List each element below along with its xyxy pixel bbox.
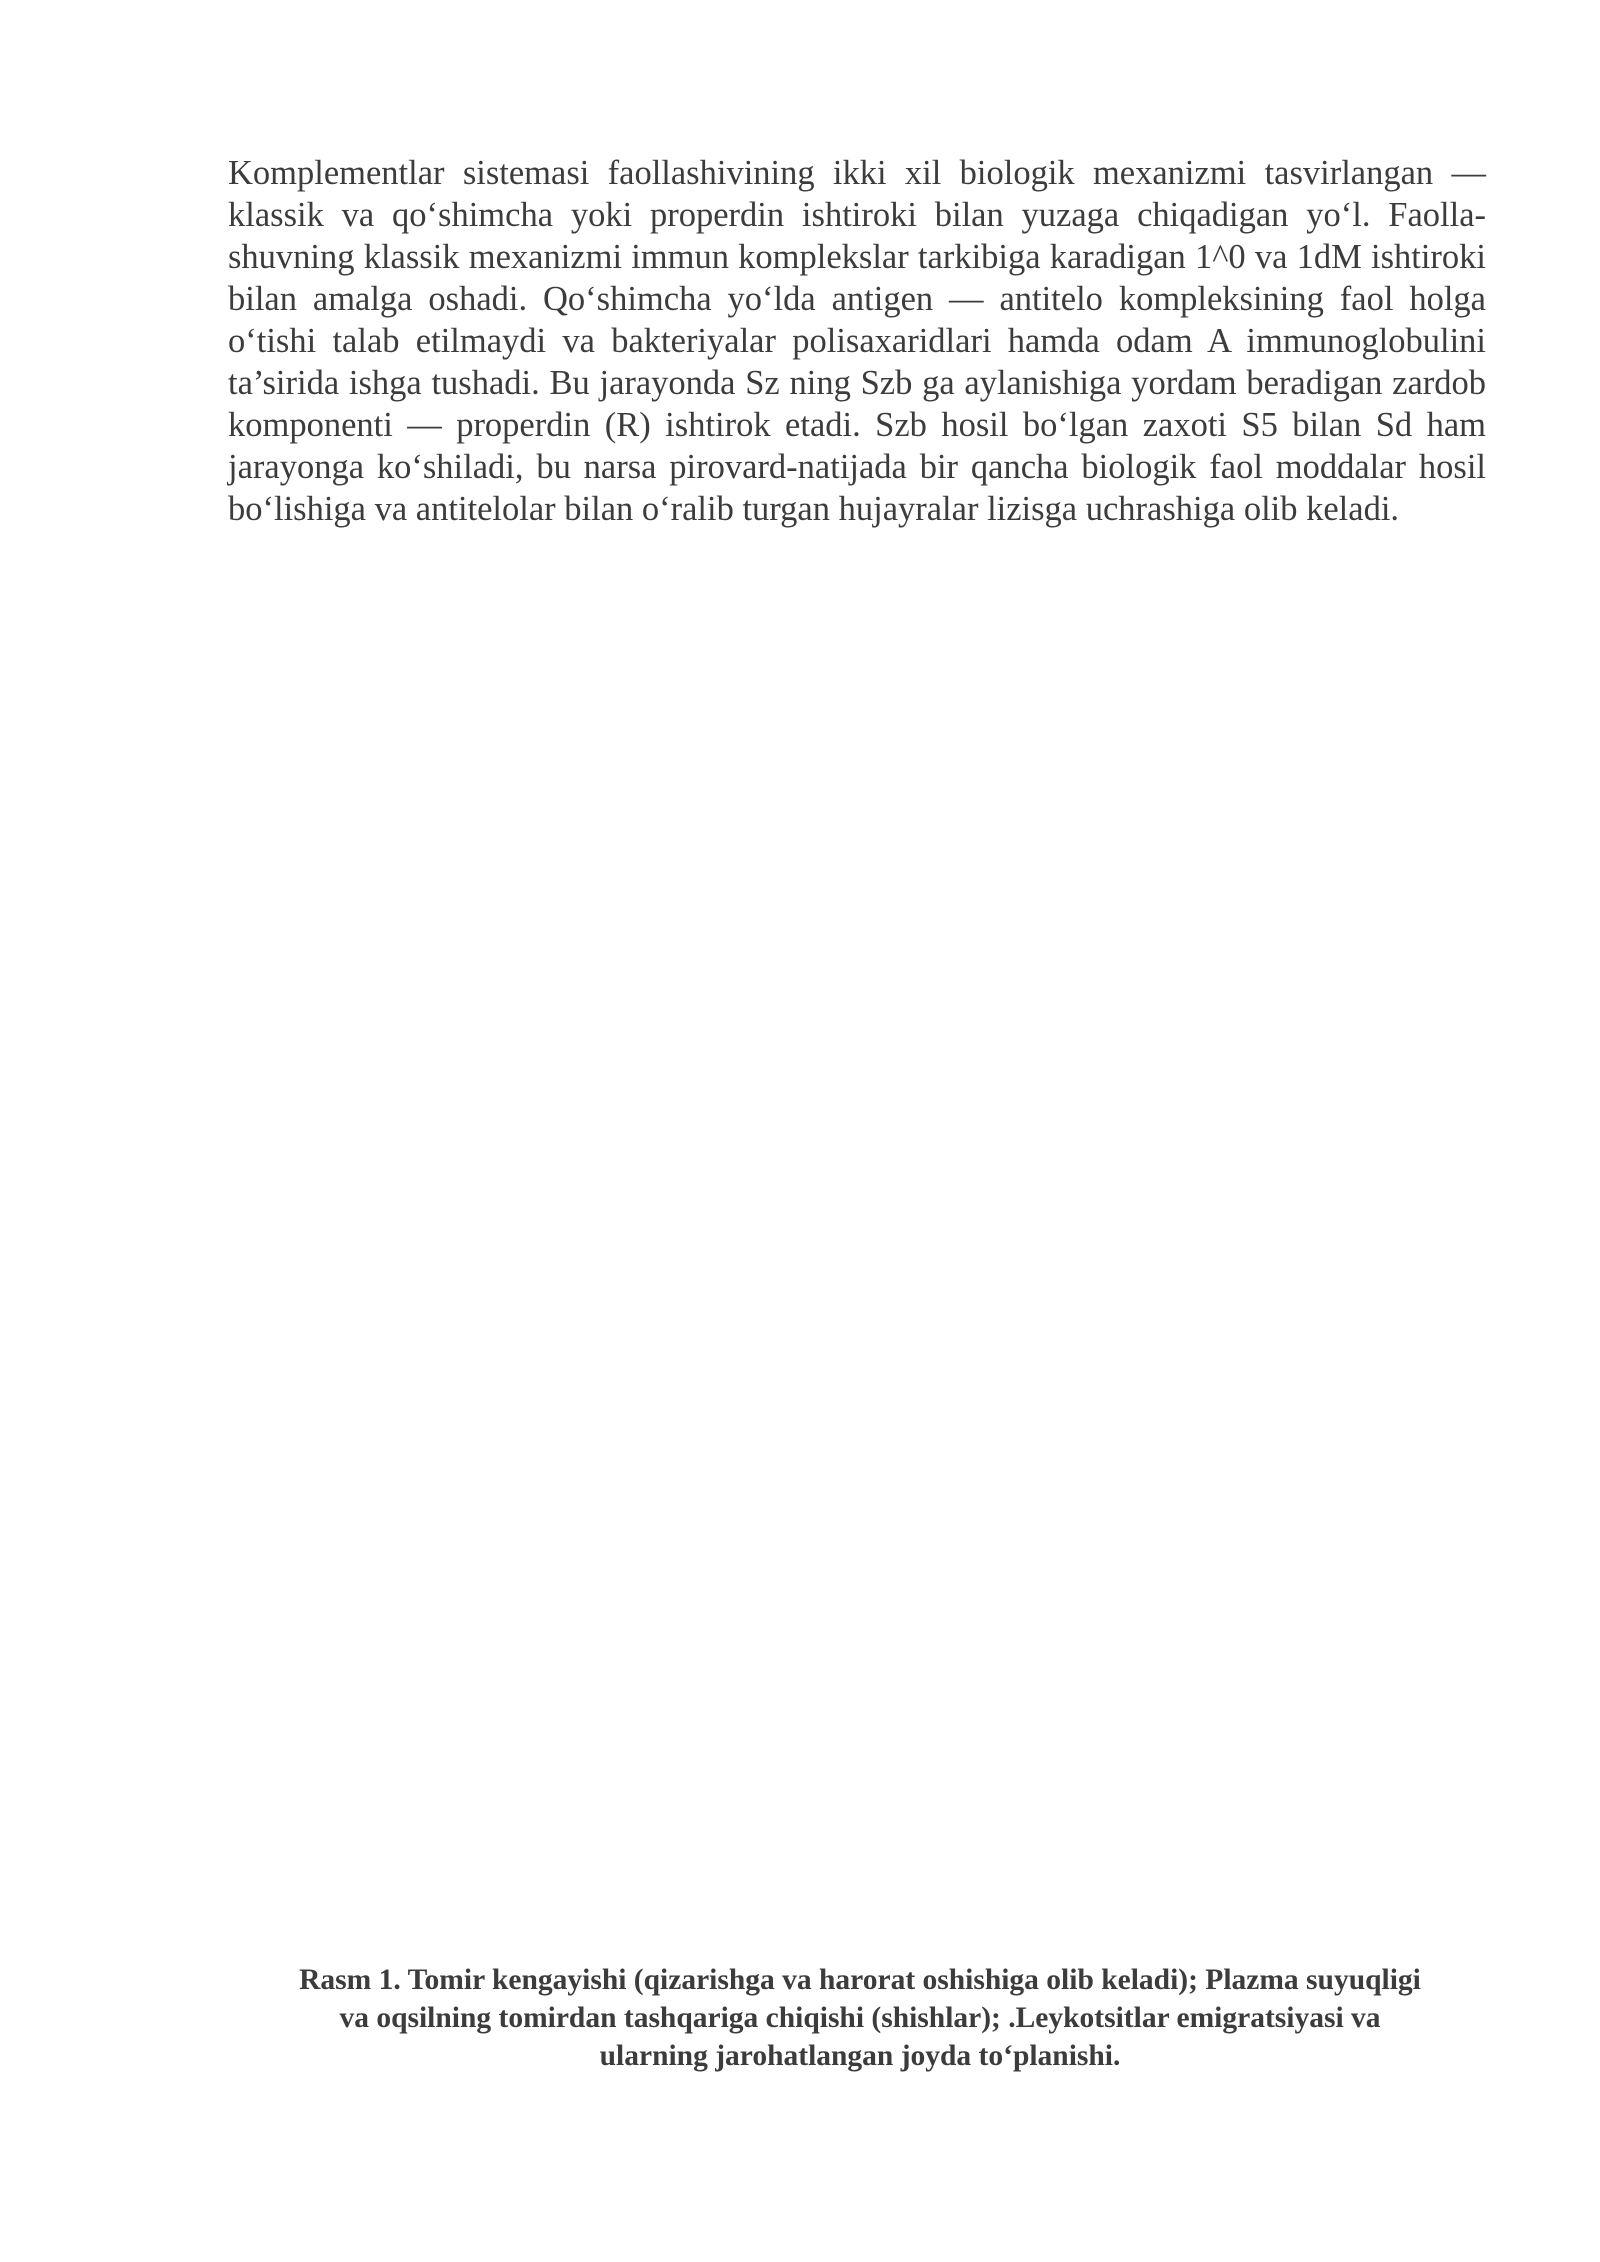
body-paragraph: Komplementlar sistemasi faollashivining ikki xil biologik mexanizmi tasvirlangan — klassik va qoʻshimcha yoki properdin ishtiroki bilan yuzaga chiqadigan yoʻl. Faolla-shuvning klassik mexanizmi immun komplekslar tarkibiga karadigan 1^0 va 1dM ishtiroki bilan amalga oshadi. Qoʻshimcha yoʻlda antigen — antitelo kompleksining faol holga oʻtishi talab etilmaydi va bakteriyalar polisaxaridlari hamda odam A immunoglobulini ta’sirida ishga tushadi. Bu jarayonda Sz ning Szb ga aylanishiga yordam beradigan zardob komponenti — properdin (R) ishtirok etadi. Szb hosil boʻlgan zaxoti S5 bilan Sd ham jarayonga koʻshiladi, bu narsa pirovard-natijada bir qancha biologik faol moddalar hosil boʻlishiga va antitelolar bilan oʻralib turgan hujayralar lizisga uchrashiga olib keladi. [228, 154, 1486, 528]
caption-line-3: ularning jarohatlangan joyda toʻplanishi. [599, 2040, 1121, 2072]
figure-caption [200, 1961, 1520, 2075]
caption-line-1: Rasm 1. Tomir kengayishi (qizarishga va harorat oshishiga olib keladi); Plazma suyuqligi [299, 1964, 1421, 1996]
caption-line-2: va oqsilning tomirdan tashqariga chiqishi (shishlar); .Leykotsitlar emigratsiyasi va [339, 2002, 1381, 2034]
